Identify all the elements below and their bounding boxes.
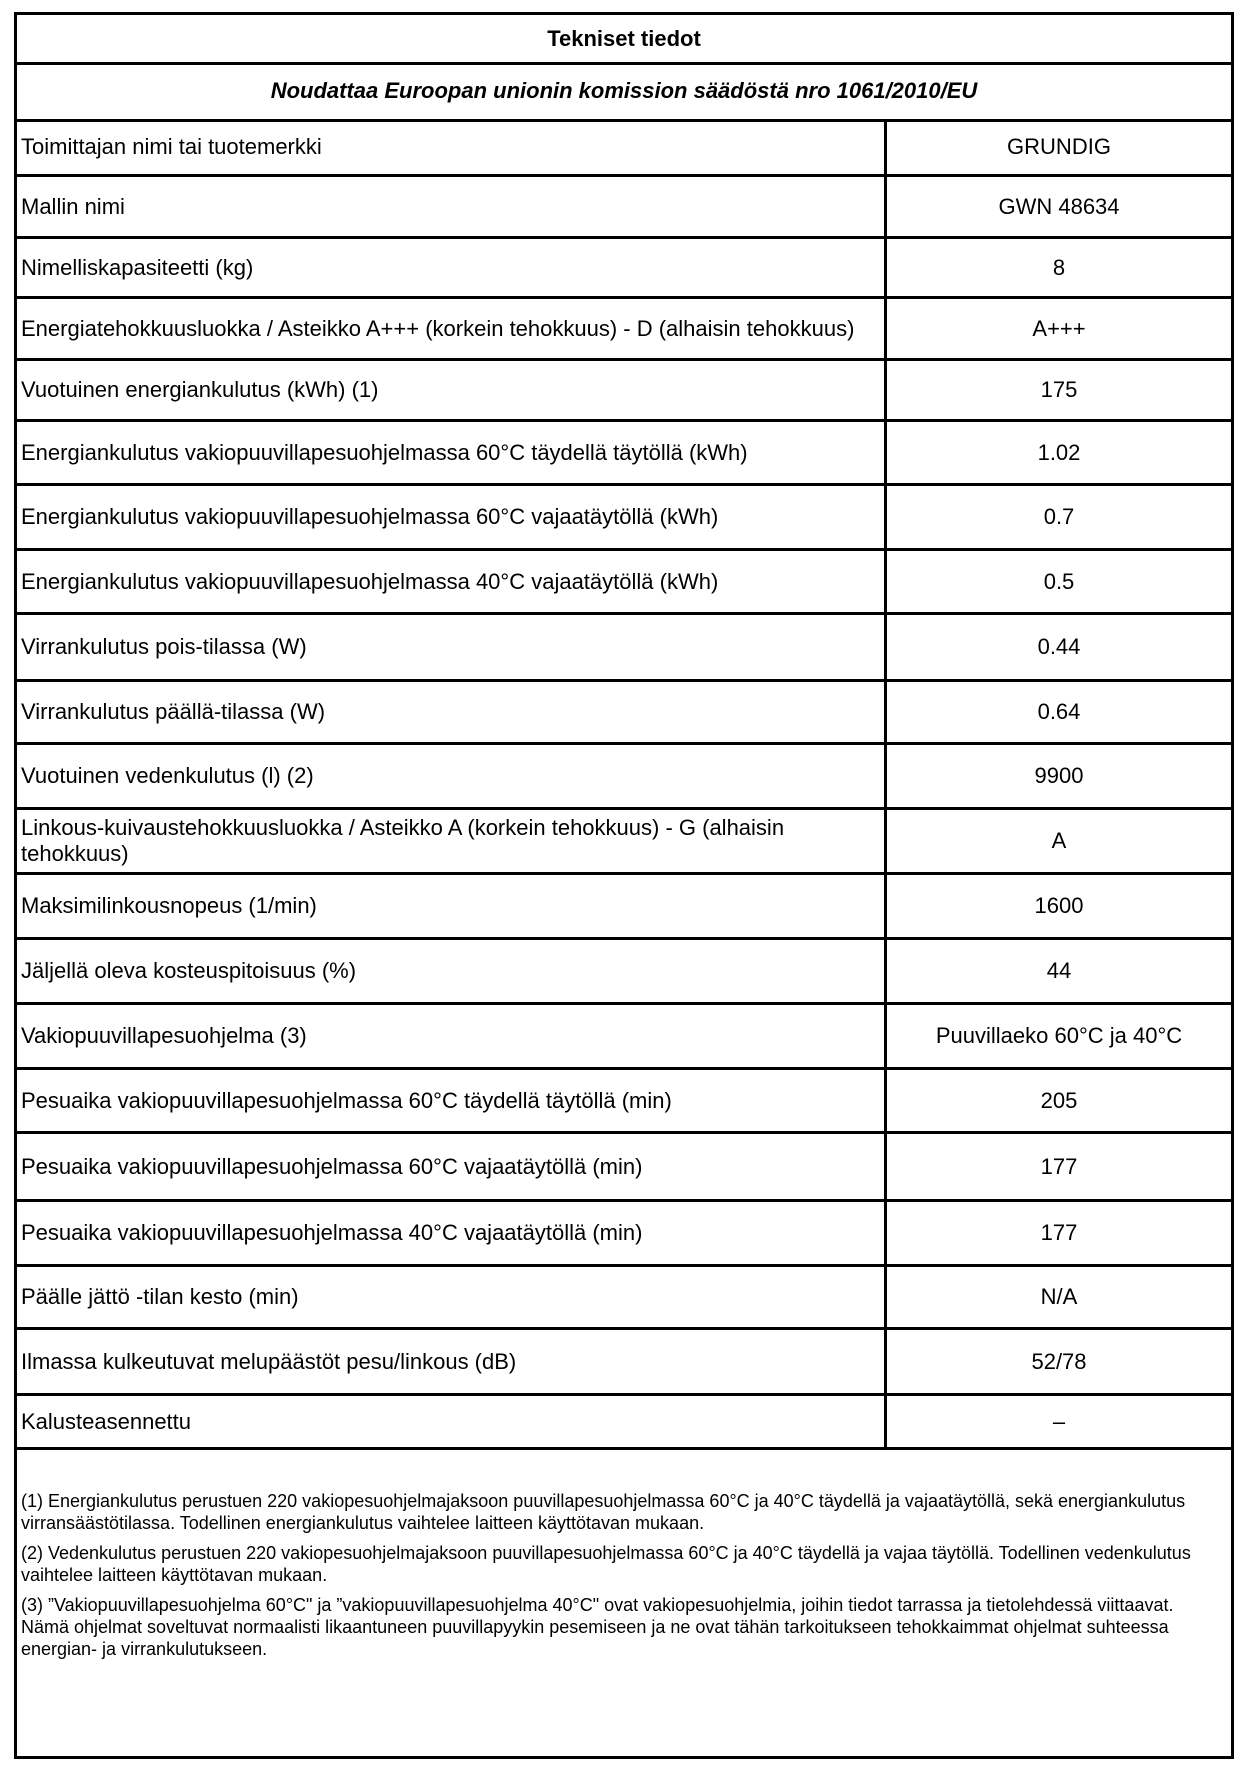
technical-data-sheet (14, 12, 1234, 1759)
spec-value: 0.5 (1043, 568, 1075, 594)
footnote-2: (2) Vedenkulutus perustuen 220 vakiopesuohjelmajaksoon puuvillapesuohjelmassa 60°C ja 40°C täydellä ja vajaa täytöllä. Todellinen vedenkulutus vaihtelee laitteen käyttötavan mukaan. (21, 1543, 1191, 1585)
spec-value: GWN 48634 (998, 193, 1120, 219)
spec-row-built-in (17, 1396, 1231, 1450)
spec-value: 0.64 (1037, 699, 1081, 724)
spec-label: Maksimilinkousnopeus (1/min) (21, 893, 317, 918)
footnote-3: (3) ”Vakiopuuvillapesuohjelma 60°C" ja ”vakiopuuvillapesuohjelma 40°C" ovat vakiopesuohjelmia, joihin tiedot tarrassa ja tietolehdessä viittaavat. Nämä ohjelmat soveltuvat normaalisti likaantuneen puuvillapyykin pesemiseen ja ne ovat tähän tarkoitukseen tehokkaimmat ohjelmat suhteessa energian- ja virrankulutukseen. (21, 1595, 1174, 1659)
spec-value: 175 (1040, 377, 1078, 402)
spec-label: Energiatehokkuusluokka / Asteikko A+++ (korkein tehokkuus) - D (alhaisin tehokkuus) (21, 315, 855, 341)
spec-value: N/A (1040, 1284, 1078, 1309)
spec-label: Energiankulutus vakiopuuvillapesuohjelmassa 60°C vajaatäytöllä (kWh) (21, 504, 719, 529)
spec-row-energy-class (17, 299, 1231, 361)
spec-label: Päälle jättö -tilan kesto (min) (21, 1284, 299, 1309)
spec-value: 177 (1040, 1153, 1078, 1179)
spec-row-supplier (17, 119, 1231, 177)
spec-value: 8 (1052, 254, 1066, 280)
spec-row-noise (17, 1330, 1231, 1396)
sheet-title: Tekniset tiedot (17, 15, 1231, 65)
spec-value: 44 (1046, 958, 1072, 983)
spec-value: 52/78 (1031, 1348, 1087, 1374)
spec-label: Kalusteasennettu (21, 1408, 192, 1434)
spec-label: Energiankulutus vakiopuuvillapesuohjelmassa 60°C täydellä täytöllä (kWh) (21, 439, 748, 465)
spec-row-power-off (17, 615, 1231, 682)
spec-row-annual-energy (17, 361, 1231, 422)
spec-row-energy-60-full (17, 422, 1231, 486)
spec-label: Pesuaika vakiopuuvillapesuohjelmassa 40°C vajaatäytöllä (min) (21, 1220, 643, 1245)
spec-row-capacity (17, 239, 1231, 299)
spec-row-energy-60-partial (17, 486, 1231, 551)
spec-row-annual-water (17, 745, 1231, 810)
spec-label: Vuotuinen vedenkulutus (l) (2) (21, 763, 314, 788)
regulation-subtitle: Noudattaa Euroopan unionin komission säädöstä nro 1061/2010/EU (17, 62, 1231, 122)
spec-value: Puuvillaeko 60°C ja 40°C (935, 1023, 1183, 1048)
spec-label: Linkous-kuivaustehokkuusluokka / Asteikko A (korkein tehokkuus) - G (alhaisin tehokkuus) (21, 815, 785, 866)
spec-label: Pesuaika vakiopuuvillapesuohjelmassa 60°C täydellä täytöllä (min) (21, 1087, 672, 1113)
spec-label: Mallin nimi (21, 193, 125, 219)
spec-row-time-60-full (17, 1070, 1231, 1134)
spec-label: Jäljellä oleva kosteuspitoisuus (%) (21, 958, 357, 983)
spec-label: Nimelliskapasiteetti (kg) (21, 254, 254, 280)
spec-row-spin-class (17, 810, 1231, 875)
spec-row-time-60-partial (17, 1134, 1231, 1202)
spec-row-energy-40-partial (17, 551, 1231, 615)
spec-value: 205 (1040, 1087, 1078, 1113)
spec-label: Toimittajan nimi tai tuotemerkki (21, 133, 322, 159)
footnote-1: (1) Energiankulutus perustuen 220 vakiopesuohjelmajaksoon puuvillapesuohjelmassa 60°C ja 40°C täydellä ja vajaatäytöllä, sekä energiankulutus virransäästötilassa. Todellinen energiankulutus vaihtelee laitteen käyttötavan mukaan. (21, 1491, 1186, 1533)
spec-value: – (1052, 1408, 1066, 1434)
spec-value: 1600 (1034, 893, 1084, 918)
spec-value: A+++ (1032, 315, 1086, 341)
spec-value: 1.02 (1037, 439, 1081, 465)
spec-value: 0.44 (1037, 634, 1081, 659)
spec-label: Virrankulutus pois-tilassa (W) (21, 634, 307, 659)
spec-label: Vuotuinen energiankulutus (kWh) (1) (21, 377, 379, 402)
spec-value: GRUNDIG (1007, 133, 1111, 159)
spec-value: 177 (1040, 1220, 1078, 1245)
spec-label: Energiankulutus vakiopuuvillapesuohjelmassa 40°C vajaatäytöllä (kWh) (21, 568, 719, 594)
spec-label: Virrankulutus päällä-tilassa (W) (21, 699, 326, 724)
spec-value: 0.7 (1043, 504, 1075, 529)
spec-label: Vakiopuuvillapesuohjelma (3) (21, 1023, 307, 1048)
spec-row-time-40-partial (17, 1202, 1231, 1267)
spec-row-power-left-on (17, 682, 1231, 745)
spec-row-left-on-duration (17, 1267, 1231, 1330)
spec-row-model (17, 177, 1231, 239)
spec-row-standard-program (17, 1005, 1231, 1070)
spec-row-moisture (17, 940, 1231, 1005)
spec-value: A (1051, 828, 1067, 853)
footnotes (21, 1490, 1223, 1668)
spec-value: 9900 (1034, 763, 1084, 788)
spec-label: Pesuaika vakiopuuvillapesuohjelmassa 60°C vajaatäytöllä (min) (21, 1153, 643, 1179)
spec-label: Ilmassa kulkeutuvat melupäästöt pesu/linkous (dB) (21, 1348, 517, 1374)
spec-row-max-spin (17, 875, 1231, 940)
